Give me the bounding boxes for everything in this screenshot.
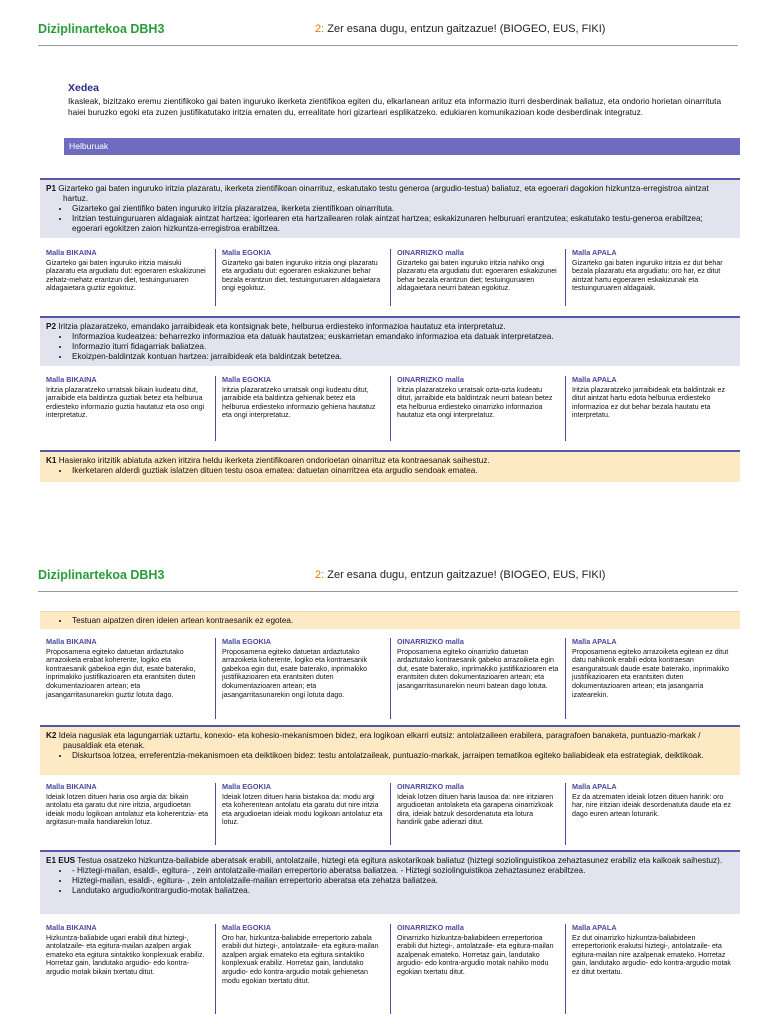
level-text: Iritzia plazaratzeko urratsak ongi kudeatu ditut, jarraibide eta baldintza gehienak betez eta helburua erdiesteko informazio gehiena hautatuz eta ongi interpretatuz. [222,385,376,420]
level-bikaina [40,924,215,1014]
level-text: Gizarteko gai baten inguruko iritzia nahiko ongi plazaratu eta argudiatu dut: egoeraren eskakizunei behar bezala erantzun diet; testuinguruaren aldagaietara neurri batean egokituz. [397,258,557,293]
criterion-p2 [40,316,740,366]
criterion-desc: Gizarteko gai baten inguruko iritzia plazaratu, ikerketa zientifikoan oinarrituz, eskatutako testu generoa (argudio-testua) baliatuz, eta egoerari dagokion hizkuntza-erregistroa aintzat hartuz. [56,184,709,203]
criterion-text [46,856,734,866]
level-bikaina [40,638,215,719]
level-text: Iritzia plazaratzeko urratsak bikain kudeatu ditut, jarraibide eta baldintza guztiak betez eta helburua erdiesteko informazio guztia hautatuz eta oso ongi interpretatuz. [46,385,205,420]
bullet-item: • Iritzian testuinguruaren aldagaiak aintzat hartzea: igorlearen eta hartzailearen rolak aintzat hartzea; eskakizunaren helburuari erantzutea; eskatutako testu-generoa erabiltzea; egoerari egokitzen zaion hizkuntza-erregistroa erabiltzea. [70,214,734,234]
criterion-p1 [40,178,740,238]
level-head: Malla BIKAINA [46,923,97,932]
task-title [315,23,605,35]
levels-e1 [40,924,740,1014]
level-head: OINARRIZKO malla [397,782,464,791]
level-egokia [215,249,390,306]
level-text: Oro har, hizkuntza-baliabide errepertorio zabala erabili dut hiztegi-, antolatzaile- eta egitura-mailan azalpen argiak emateko eta egitura sintaktiko konplexuak erabiliz. Horretaz gain, landutako argudio- edo kontra-argudio motak gehienetan modu egokian txertatu ditut. [222,933,379,985]
levels-k1 [40,638,740,719]
helburuak-bar: Helburuak [64,138,740,155]
header-divider [38,45,738,46]
bullet-item: • Ekoizpen-baldintzak kontuan hartzea: jarraibideak eta baldintzak betetzea. [70,352,734,362]
xedea-title: Xedea [68,82,99,94]
criterion-text [46,184,734,204]
course-title: Diziplinartekoa DBH3 [38,22,165,36]
level-head: OINARRIZKO malla [397,637,464,646]
level-text: Ez da atzematen ideiak lotzen dituen haririk: oro har, nire iritzian ideiak desordenatuta daude eta ez dago euren artean loturarik. [572,792,731,818]
level-apala [565,783,740,845]
level-head: OINARRIZKO malla [397,923,464,932]
criterion-text [46,456,734,466]
bullet-item: • Diskurtsoa lotzea, erreferentzia-mekanismoen eta deiktikoen bidez: testu antolatzaileak, puntuazio-markak, jarraipen tematikoa egiteko baliabideak eta estrategiak, deiktikoak. [70,751,734,761]
level-text: Iritzia plazaratzeko urratsak ozta-ozta kudeatu ditut, jarraibide eta baldintzak neurri batean betez eta helburua erdiesteko oinarrizko informazioa hautatuz eta ongi interpretatuz. [397,385,553,420]
task-title-text: Zer esana dugu, entzun gaitzazue! (BIOGEO, EUS, FIKI) [324,569,606,581]
header-divider [38,591,738,592]
criterion-e1 [40,850,740,914]
level-text: Ideiak lotzen dituen haria lausoa da: nire iritziaren argudioetan antolaketa eta garapena oinarrizkoak dira, ideiak batzuk desordenatuta eta lotura handirik gabe adierazi ditut. [397,792,554,827]
criterion-k1-cont [40,611,740,629]
criterion-code: K2 [46,731,57,740]
level-head: Malla EGOKIA [222,375,272,384]
level-text: Proposamena egiteko oinarrizko datuetan ardaztutako kontraesanik gabeko arrazoiketa egin dut, esate baterako, inprimakiko justifikazioaren eta erantsiten duten dokumentazioaren artean; eta jasangarritasunarekin neurri batean dago lotuta. [397,647,559,690]
bullet-item: • - Hiztegi-mailan, esaldi-, egitura- , zein antolatzaile-mailan errepertorio aberatsa baliatzea. - Hiztegi soziolinguistikoa zehaztasunez erabiltzea. [70,866,734,876]
bullet-item: • Informazio iturri fidagarriak baliatzea. [70,342,734,352]
level-apala [565,924,740,1014]
level-bikaina [40,376,215,441]
level-head: Malla BIKAINA [46,248,97,257]
task-number: 2: [315,569,325,581]
bullet-item: • Gizarteko gai zientifiko baten inguruko iritzia plazaratzea, ikerketa zientifikoan oinarrituta. [70,204,734,214]
level-head: OINARRIZKO malla [397,375,464,384]
level-apala [565,638,740,719]
xedea-section [68,82,740,117]
level-head: Malla EGOKIA [222,923,272,932]
criterion-desc: Hasierako iritzitik abiatuta azken iritzira heldu ikerketa zientifikoaren ondorioetan oinarrituz eta kontraesanak saihestuz. [56,456,490,465]
criterion-desc: Ideia nagusiak eta lagungarriak uztartu, konexio- eta kohesio-mekanismoen bidez, era logikoan elkarri eutsiz: antolatzaileen erabilera, paragrafoen banaketa, puntuazio-markak / pausaldiak eta etenak. [56,731,701,750]
level-apala [565,249,740,306]
levels-p1 [40,249,740,306]
levels-k2 [40,783,740,845]
level-oinarrizkoa [390,924,565,1014]
page-header-2 [38,568,738,588]
level-head: Malla BIKAINA [46,637,97,646]
criterion-code: P1 [46,184,57,193]
bullet-item: • Landutako argudio/kontrargudio-motak baliatzea. [70,886,734,896]
level-text: Ideiak lotzen dituen haria oso argia da: bikain antolatu eta garatu dut nire iritzia, argudioetan ideiak modu logikoan antolatuz eta koherentzia- eta argitasun-maila handiarekin lotuz. [46,792,209,827]
level-head: Malla EGOKIA [222,248,272,257]
bullet-item: • Informazioa kudeatzea: beharrezko informazioa eta datuak hautatzea; euskarrietan emandako informazioa eta datuak interpretatzea. [70,332,734,342]
bullet-item: • Testuan aipatzen diren ideien artean kontraesanik ez egotea. [70,616,734,626]
level-text: Ideiak lotzen dituen haria bistakoa da: modu argi eta koherentean antolatu eta garatu dut nire iritzia eta argudioetan ideiak modu logikoan antolatuz eta lotuz. [222,792,383,827]
level-text: Proposamena egiteko datuetan ardaztutako arrazoiketa erabat koherente, logiko eta kontraesanik gabekoa egin dut, esate baterako, inprimakiko justifikazioaren eta erantsiten duten dokumentazioaren artean; eta jasangarritasunarekin guztiz lotuta dago. [46,647,196,699]
level-head: Malla EGOKIA [222,782,272,791]
level-bikaina [40,249,215,306]
task-title [315,569,605,581]
level-head: Malla APALA [572,923,617,932]
criterion-code: E1 EUS [46,856,76,865]
criterion-desc: Testua osatzeko hizkuntza-baliabide aberatsak erabili, antolatzaile, hiztegi eta egitura askotarikoak baliatuz (hiztegi soziolinguistikoa zehaztasunez erabiliz eta kalkoak saihestuz). [75,856,723,865]
criterion-desc: Iritzia plazaratzeko, emandako jarraibideak eta kontsignak bete, helburua erdiesteko informazioa hautatuz eta interpretatuz. [56,322,506,331]
level-bikaina [40,783,215,845]
level-text: Oinarrizko hizkuntza-baliabideen errepertorioa erabili dut hiztegi-, antolatzaile- eta egitura-mailan azalpenak emateko. Horretaz gain, landutako argudio- edo kontra-argudio motak nahiko modu egokian txertatu ditut. [397,933,554,976]
levels-p2 [40,376,740,441]
level-oinarrizkoa [390,783,565,845]
level-text: Ez dut oinarrizko hizkuntza-baliabideen errepertoriorik erakutsi hiztegi-, antolatzaile- eta egitura-mailan nire azalpenak emateko. Horretaz gain, landutako argudio- edo kontra-argudio motak ez ditut txertatu. [572,933,731,976]
level-oinarrizkoa [390,638,565,719]
level-head: Malla BIKAINA [46,782,97,791]
level-text: Proposamena egiteko datuetan ardaztutako arrazoiketa koherente, logiko eta kontraesanik gabekoa egin dut, esate baterako, inprimakiko justifikazioaren eta erantsiten duten dokumentazioaren artean; eta jasangarritasunarekin ongi lotuta dago. [222,647,368,699]
course-title: Diziplinartekoa DBH3 [38,568,165,582]
criterion-k2 [40,725,740,775]
level-head: Malla APALA [572,782,617,791]
level-text: Gizarteko gai baten inguruko iritzia ongi plazaratu eta argudiatu dut: egoeraren eskakizunei behar bezala erantzun diet, testuinguruaren aldagaietara ongi egokituz. [222,258,381,293]
level-head: Malla APALA [572,375,617,384]
page-header [38,22,738,42]
criterion-text [46,322,734,332]
bullet-item: • Ikerketaren alderdi guztiak islatzen dituen testu osoa ematea: datuetan oinarritzea eta argudio sendoak ematea. [70,466,734,476]
task-number: 2: [315,23,325,35]
criterion-k1 [40,450,740,482]
level-egokia [215,376,390,441]
level-head: Malla EGOKIA [222,637,272,646]
level-head: Malla APALA [572,248,617,257]
task-title-text: Zer esana dugu, entzun gaitzazue! (BIOGEO, EUS, FIKI) [324,23,606,35]
level-oinarrizkoa [390,376,565,441]
level-text: Gizarteko gai baten inguruko iritzia ez dut behar bezala plazaratu eta argudiatu: oro har, ez ditut aintzat hartu egoeraren eskakizunak eta testuinguruaren aldagaiak. [572,258,723,293]
xedea-text: Ikasleak, bizitzako eremu zientifikoko gai baten inguruko ikerketa zientifikoa egiten du, elkarlanean arituz eta informazio iturri desberdinak baliatuz, eta ondorio horietan oinarrituta haiei buruzko egoki eta zuzen justifikatutako iritzia ematen du, errealitate hori gizarteari esplikatzeko. edukiaren komunikazioan kode desberdinak integratuz. [68,96,722,117]
level-text: Proposamena egiteko arrazoiketa egitean ez ditut datu nahikorik erabili edota kontraesan esanguratsuak daude esate baterako, inprimakiko justifikazioaren eta erantsiten duten dokumentazioaren artean; eta jasangarria izatearekin. [572,647,729,699]
level-head: Malla APALA [572,637,617,646]
criterion-code: K1 [46,456,57,465]
level-text: Hizkuntza-baliabide ugari erabili ditut hiztegi-, antolatzaile- eta egitura-mailan azalpen argiak emateko eta egitura sintaktiko konplexuak erabiliz. Horretaz gain, landutako argudio- edo kontra-argudio motak bikain txertatu ditut. [46,933,205,976]
bullet-item: • Hiztegi-mailan, esaldi-, egitura- , zein antolatzaile-mailan errepertorio aberatsa eta zehatza baliatzea. [70,876,734,886]
level-head: OINARRIZKO malla [397,248,464,257]
level-oinarrizkoa [390,249,565,306]
criterion-text [46,731,734,751]
level-head: Malla BIKAINA [46,375,97,384]
level-text: Gizarteko gai baten inguruko iritzia maisuki plazaratu eta argudiatu dut: egoeraren eskakizunei zehatz-mehatz erantzun diet, testuinguruaren aldagaietara guztiz egokituz. [46,258,206,293]
level-egokia [215,783,390,845]
level-text: Iritzia plazaratzeko jarraibideak eta baldintzak ez ditut aintzat hartu edota helburua erdiesteko informazioa ez dut behar bezala hautatu eta interpretatu. [572,385,725,420]
level-egokia [215,924,390,1014]
level-egokia [215,638,390,719]
level-apala [565,376,740,441]
criterion-code: P2 [46,322,57,331]
